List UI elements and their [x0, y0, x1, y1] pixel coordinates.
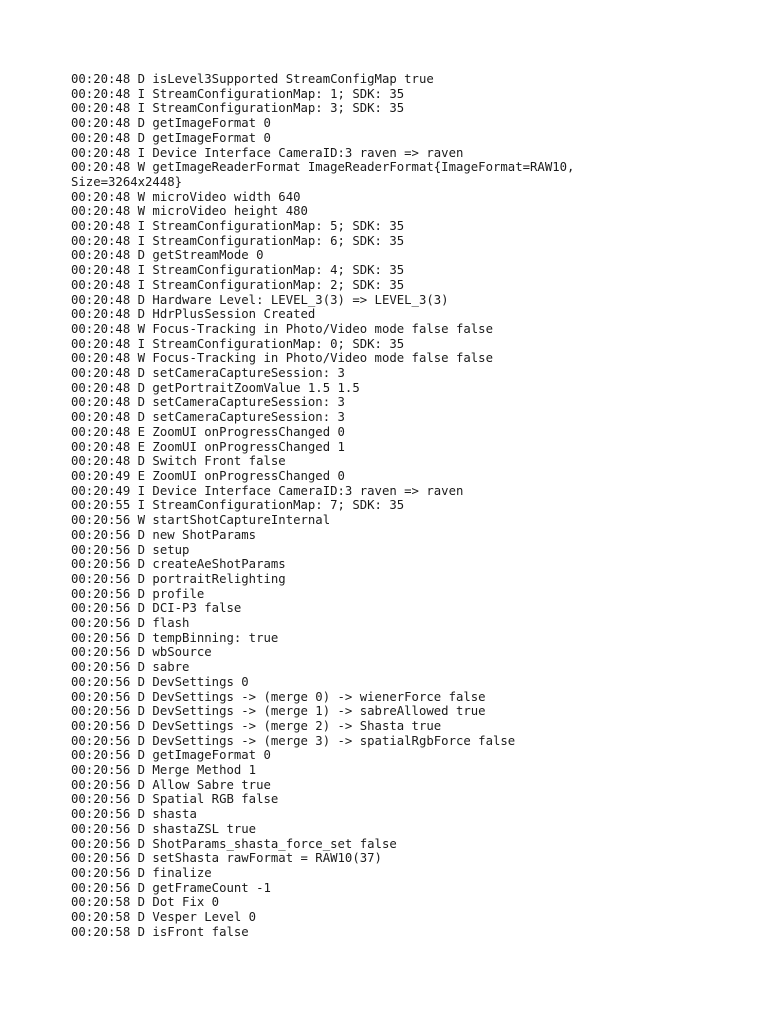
log-output	[71, 72, 751, 939]
log-line: 00:20:49 I Device Interface CameraID:3 raven => raven	[71, 483, 464, 498]
log-line: 00:20:48 W Focus-Tracking in Photo/Video mode false false	[71, 321, 493, 336]
log-line: 00:20:48 D getPortraitZoomValue 1.5 1.5	[71, 380, 360, 395]
log-line: 00:20:56 D DevSettings -> (merge 3) -> spatialRgbForce false	[71, 733, 516, 748]
log-line: 00:20:48 W Focus-Tracking in Photo/Video mode false false	[71, 351, 493, 366]
log-line: 00:20:48 W getImageReaderFormat ImageReaderFormat{ImageFormat=RAW10,	[71, 160, 575, 175]
log-line: 00:20:58 D isFront false	[71, 924, 249, 939]
log-line: 00:20:56 D Allow Sabre true	[71, 777, 271, 792]
log-line: 00:20:48 I StreamConfigurationMap: 3; SDK: 35	[71, 101, 405, 116]
log-line: 00:20:56 D finalize	[71, 865, 212, 880]
log-line: 00:20:58 D Dot Fix 0	[71, 895, 220, 910]
log-line: 00:20:56 D DevSettings 0	[71, 674, 249, 689]
log-line: 00:20:56 D wbSource	[71, 645, 212, 660]
log-line: 00:20:56 D ShotParams_shasta_force_set false	[71, 836, 397, 851]
log-line: 00:20:48 I StreamConfigurationMap: 6; SDK: 35	[71, 233, 405, 248]
log-line: 00:20:56 D getFrameCount -1	[71, 880, 271, 895]
log-line: 00:20:56 D Spatial RGB false	[71, 792, 279, 807]
log-line: 00:20:56 D setShasta rawFormat = RAW10(37)	[71, 851, 382, 866]
log-line: 00:20:48 I StreamConfigurationMap: 4; SDK: 35	[71, 263, 405, 278]
log-line: 00:20:48 D getImageFormat 0	[71, 130, 271, 145]
log-line: 00:20:48 D isLevel3Supported StreamConfigMap true	[71, 72, 434, 86]
log-line: 00:20:48 I StreamConfigurationMap: 1; SDK: 35	[71, 86, 405, 101]
log-line: 00:20:48 I Device Interface CameraID:3 raven => raven	[71, 145, 464, 160]
log-line: 00:20:48 E ZoomUI onProgressChanged 1	[71, 439, 345, 454]
log-line: 00:20:58 D Vesper Level 0	[71, 910, 257, 925]
log-line: 00:20:48 I StreamConfigurationMap: 2; SDK: 35	[71, 277, 405, 292]
log-line: 00:20:56 D shasta	[71, 807, 197, 822]
log-line: 00:20:48 D getImageFormat 0	[71, 116, 271, 131]
log-line: 00:20:48 D setCameraCaptureSession: 3	[71, 410, 345, 425]
log-line: 00:20:56 D tempBinning: true	[71, 630, 279, 645]
log-line: 00:20:49 E ZoomUI onProgressChanged 0	[71, 468, 345, 483]
log-line: 00:20:48 W microVideo width 640	[71, 189, 301, 204]
log-line: 00:20:48 E ZoomUI onProgressChanged 0	[71, 424, 345, 439]
log-line: 00:20:56 D DevSettings -> (merge 2) -> Shasta true	[71, 718, 442, 733]
log-line: 00:20:48 D getStreamMode 0	[71, 248, 264, 263]
log-line: 00:20:56 D portraitRelighting	[71, 571, 286, 586]
log-line: 00:20:48 D setCameraCaptureSession: 3	[71, 366, 345, 381]
log-line: 00:20:48 I StreamConfigurationMap: 0; SDK: 35	[71, 336, 405, 351]
log-line: Size=3264x2448}	[71, 174, 183, 189]
log-line: 00:20:56 D new ShotParams	[71, 527, 257, 542]
log-line: 00:20:56 D DevSettings -> (merge 1) -> sabreAllowed true	[71, 704, 486, 719]
log-line: 00:20:56 D createAeShotParams	[71, 557, 286, 572]
log-line: 00:20:48 D HdrPlusSession Created	[71, 307, 316, 322]
log-line: 00:20:56 D sabre	[71, 660, 190, 675]
log-line: 00:20:48 D Hardware Level: LEVEL_3(3) => LEVEL_3(3)	[71, 292, 449, 307]
log-line: 00:20:56 D profile	[71, 586, 205, 601]
log-line: 00:20:56 W startShotCaptureInternal	[71, 513, 331, 528]
log-line: 00:20:48 I StreamConfigurationMap: 5; SDK: 35	[71, 219, 405, 234]
log-line: 00:20:48 W microVideo height 480	[71, 204, 308, 219]
log-line: 00:20:56 D flash	[71, 616, 190, 631]
log-line: 00:20:56 D shastaZSL true	[71, 821, 257, 836]
log-line: 00:20:48 D setCameraCaptureSession: 3	[71, 395, 345, 410]
log-line: 00:20:48 D Switch Front false	[71, 454, 286, 469]
log-line: 00:20:56 D setup	[71, 542, 190, 557]
log-line: 00:20:55 I StreamConfigurationMap: 7; SDK: 35	[71, 498, 405, 513]
log-line: 00:20:56 D getImageFormat 0	[71, 748, 271, 763]
log-line: 00:20:56 D DCI-P3 false	[71, 601, 242, 616]
log-line: 00:20:56 D DevSettings -> (merge 0) -> wienerForce false	[71, 689, 486, 704]
log-line: 00:20:56 D Merge Method 1	[71, 763, 257, 778]
